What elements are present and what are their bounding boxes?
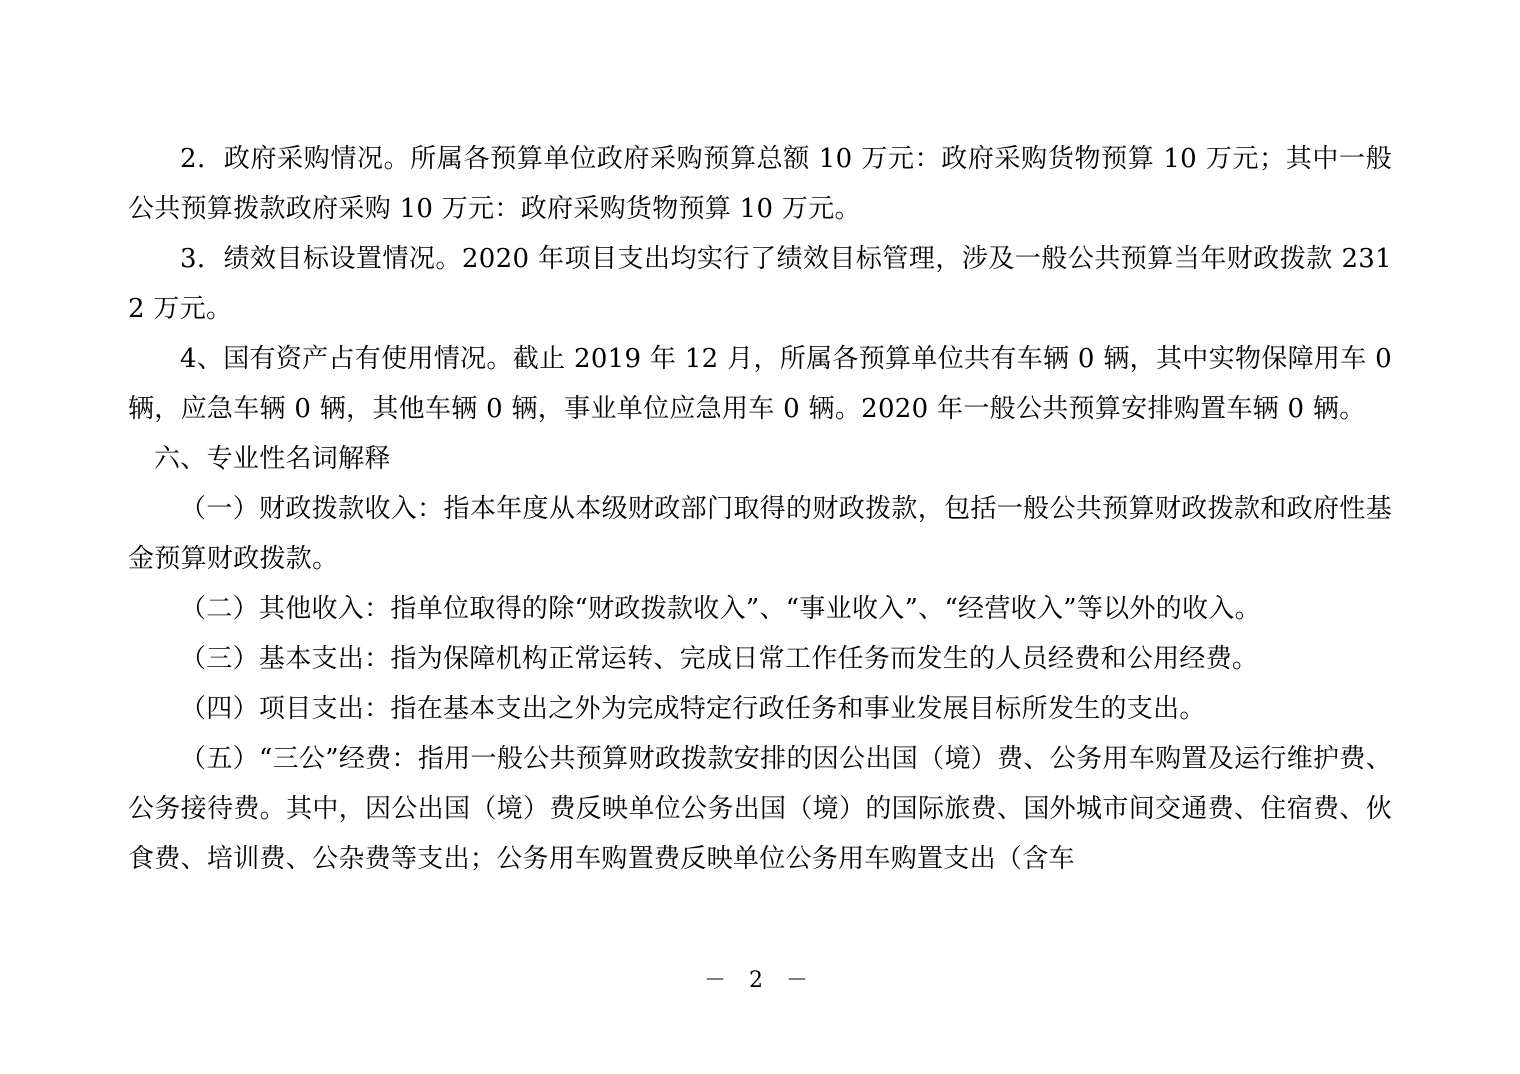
paragraph-fiscal-appropriation-income: （一）财政拨款收入：指本年度从本级财政部门取得的财政拨款，包括一般公共预算财政拨款和政府性基金预算财政拨款。	[128, 494, 1392, 574]
paragraph-project-expenditure: （四）项目支出：指在基本支出之外为完成特定行政任务和事业发展目标所发生的支出。	[180, 694, 1206, 724]
paragraph-basic-expenditure: （三）基本支出：指为保障机构正常运转、完成日常工作任务而发生的人员经费和公用经费。	[180, 644, 1259, 674]
section-heading-glossary: 六、专业性名词解释	[154, 444, 391, 474]
paragraph-three-public-expenses: （五）“三公”经费：指用一般公共预算财政拨款安排的因公出国（境）费、公务用车购置及运行维护费、公务接待费。其中，因公出国（境）费反映单位公务出国（境）的国际旅费、国外城市间交通费、住宿费、伙食费、培训费、公杂费等支出；公务用车购置费反映单位公务用车购置支出（含车	[128, 744, 1392, 874]
paragraph-state-assets: 4、国有资产占有使用情况。截止 2019 年 12 月，所属各预算单位共有车辆 0 辆，其中实物保障用车 0 辆，应急车辆 0 辆，其他车辆 0 辆，事业单位应急用车 0 辆。2020 年一般公共预算安排购置车辆 0 辆。	[128, 344, 1392, 424]
paragraph-other-income: （二）其他收入：指单位取得的除“财政拨款收入”、“事业收入”、“经营收入”等以外的收入。	[180, 594, 1261, 624]
body-text	[128, 134, 1392, 884]
paragraph-procurement: 2．政府采购情况。所属各预算单位政府采购预算总额 10 万元：政府采购货物预算 10 万元；其中一般公共预算拨款政府采购 10 万元：政府采购货物预算 10 万元。	[128, 144, 1392, 224]
paragraph-performance-targets: 3．绩效目标设置情况。2020 年项目支出均实行了绩效目标管理，涉及一般公共预算当年财政拨款 2312 万元。	[128, 244, 1392, 324]
page-number: － 2 －	[704, 968, 816, 993]
